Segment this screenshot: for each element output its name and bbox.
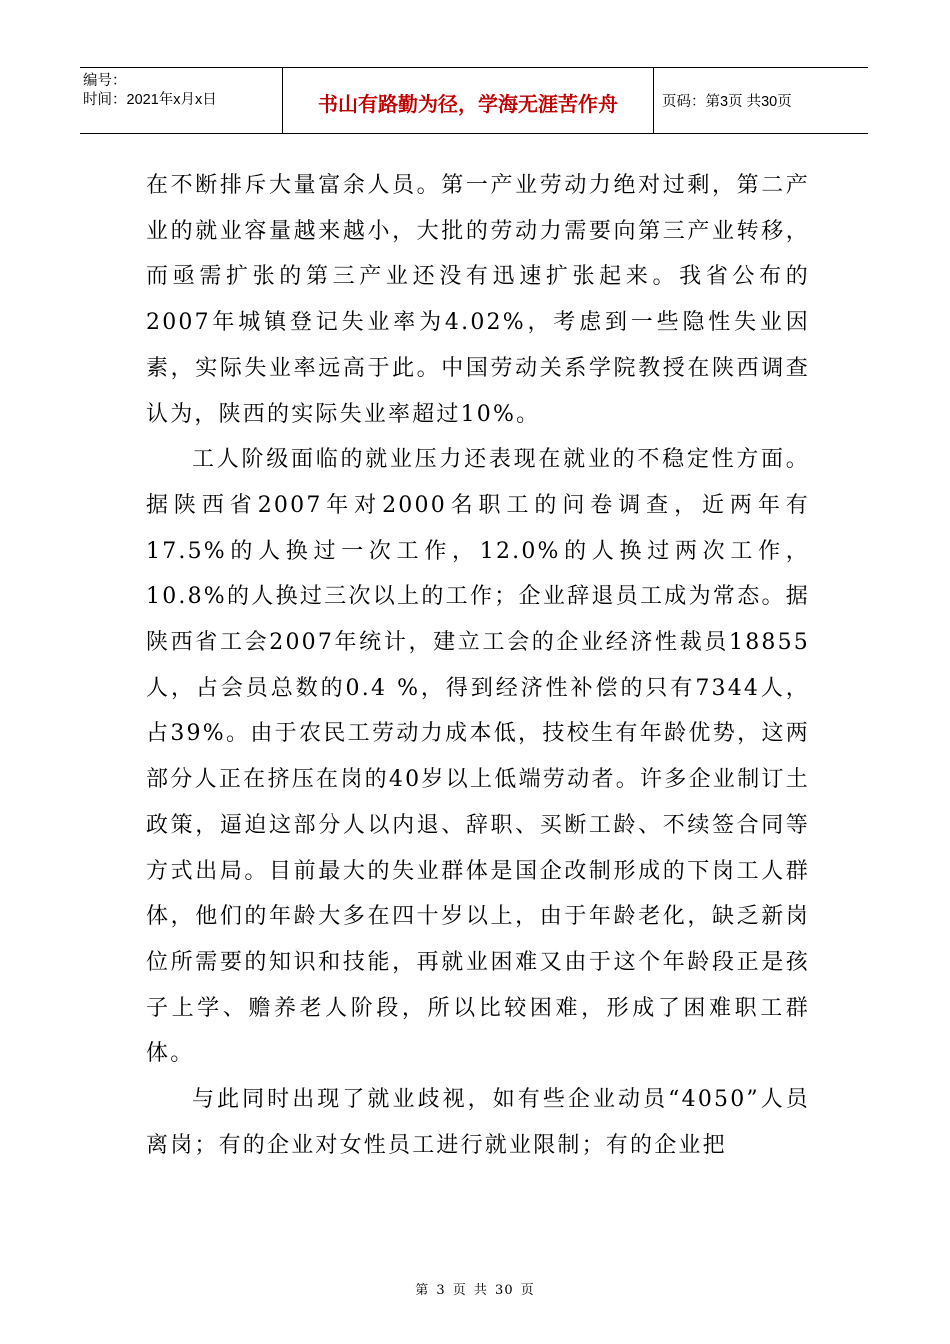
paragraph-2: 工人阶级面临的就业压力还表现在就业的不稳定性方面。据陕西省2007年对2000名职工的问卷调查，近两年有17.5%的人换过一次工作，12.0%的人换过两次工作，10.8%的人换过三次以上的工作；企业辞退员工成为常态。据陕西省工会2007年统计，建立工会的企业经济性裁员18855人，占会员总数的0.4 %，得到经济性补偿的只有7344人，占39%。由于农民工劳动力成本低，技校生有年龄优势，这两部分人正在挤压在岗的40岁以上低端劳动者。许多企业制订土政策，逼迫这部分人以内退、辞职、买断工龄、不续签合同等方式出局。目前最大的失业群体是国企改制形成的下岗工人群体，他们的年龄大多在四十岁以上，由于年龄老化，缺乏新岗位所需要的知识和技能，再就业困难又由于这个年龄段正是孩子上学、赡养老人阶段，所以比较困难，形成了困难职工群体。 xyxy=(146,447,810,1067)
paragraph-1: 在不断排斥大量富余人员。第一产业劳动力绝对过剩，第二产业的就业容量越来越小，大批的劳动力需要向第三产业转移，而亟需扩张的第三产业还没有迅速扩张起来。我省公布的2007年城镇登记失业率为4.02%，考虑到一些隐性失业因素，实际失业率远高于此。中国劳动关系学院教授在陕西调查认为，陕西的实际失业率超过10%。 xyxy=(146,173,810,427)
header-motto-cell xyxy=(283,68,654,133)
paragraph-3: 与此同时出现了就业歧视，如有些企业动员“4050”人员离岗；有的企业对女性员工进行就业限制；有的企业把 xyxy=(146,1087,810,1158)
document-time-label: 时间：2021年x月x日 xyxy=(83,92,217,108)
page-footer xyxy=(0,1279,950,1298)
document-body xyxy=(146,163,810,1168)
header-meta-cell xyxy=(80,68,283,133)
document-number-label: 编号： xyxy=(83,73,127,89)
footer-page-number: 第 3 页 共 30 页 xyxy=(415,1283,535,1298)
header-page-code: 页码：第3页 共30页 xyxy=(662,94,792,110)
header-table xyxy=(80,67,868,134)
header-motto: 书山有路勤为径，学海无涯苦作舟 xyxy=(318,94,618,116)
header-page-cell xyxy=(654,68,868,133)
